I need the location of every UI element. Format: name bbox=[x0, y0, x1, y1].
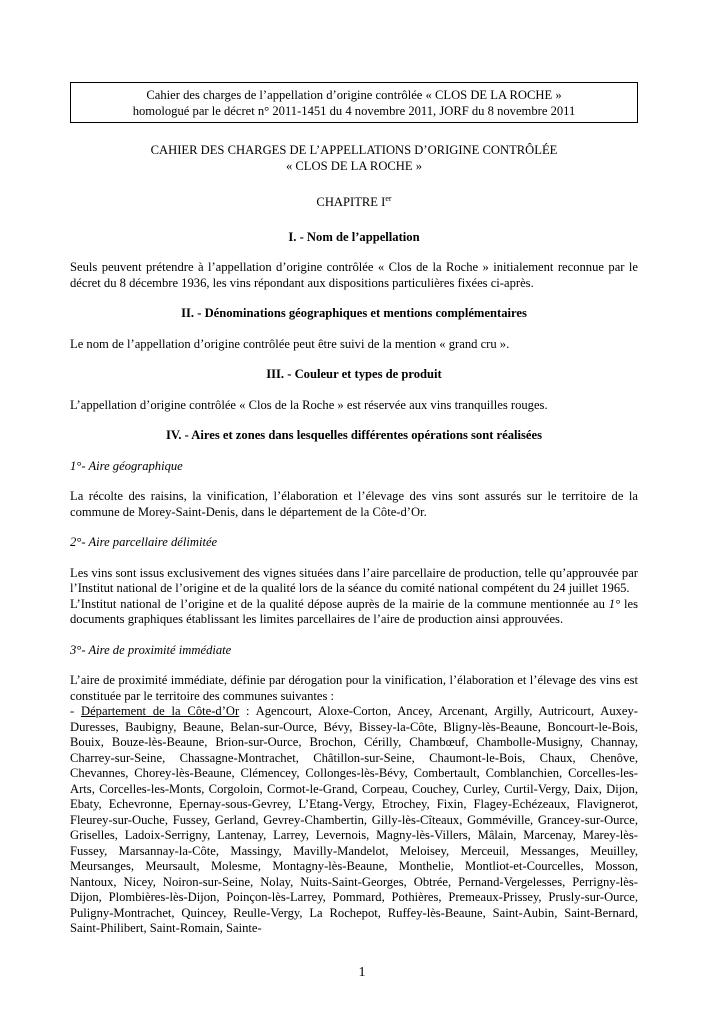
header-box bbox=[70, 82, 638, 123]
subsection-4-3-text: L’aire de proximité immédiate, définie par dérogation pour la vinification, l’élaboration et l’élevage des vins est constituée par le territoire des communes suivantes : bbox=[70, 673, 638, 703]
department-prefix: - bbox=[70, 704, 81, 718]
subsection-4-2-text-2-start: L’Institut national de l’origine et de la qualité dépose auprès de la mairie de la commune mentionnée au bbox=[70, 596, 609, 611]
subsection-4-1-text: La récolte des raisins, la vinification, l’élaboration et l’élevage des vins sont assurés sur le territoire de la commune de Morey-Saint-Denis, dans le département de la Côte-d’Or. bbox=[70, 489, 638, 519]
section-4-heading: IV. - Aires et zones dans lesquelles différentes opérations sont réalisées bbox=[165, 428, 543, 442]
document-page bbox=[70, 82, 638, 937]
document-title bbox=[70, 143, 638, 174]
section-3-text: L’appellation d’origine contrôlée « Clos de la Roche » est réservée aux vins tranquilles rouges. bbox=[70, 397, 548, 412]
header-line-2: homologué par le décret n° 2011-1451 du 4 novembre 2011, JORF du 8 novembre 2011 bbox=[132, 104, 576, 118]
section-1-heading: I. - Nom de l’appellation bbox=[288, 229, 420, 244]
subsection-4-2-text-2-end: les documents graphiques établissant les limites parcellaires de l’aire de production ainsi approuvées. bbox=[70, 596, 639, 626]
subsection-4-2-text-1: Les vins sont issus exclusivement des vignes situées dans l’aire parcellaire de production, telle qu’approuvée par l’Institut national de l’origine et de la qualité lors de la séance du comité national compétent du 24 juillet 1965. bbox=[70, 565, 638, 595]
subsection-4-3-title: 3°- Aire de proximité immédiate bbox=[70, 642, 232, 657]
document-title-line-2: « CLOS DE LA ROCHE » bbox=[285, 158, 423, 173]
subsection-4-2-title: 2°- Aire parcellaire délimitée bbox=[70, 535, 218, 549]
department-name: Département de la Côte-d’Or bbox=[81, 704, 240, 718]
section-1-text: Seuls peuvent prétendre à l’appellation d’origine contrôlée « Clos de la Roche » initialement reconnue par le décret du 8 décembre 1936, les vins répondant aux dispositions particulières fixées ci-après. bbox=[70, 260, 638, 290]
page-number: 1 bbox=[358, 965, 366, 980]
section-2-heading: II. - Dénominations géographiques et mentions complémentaires bbox=[181, 306, 527, 320]
chapter-heading bbox=[70, 195, 638, 211]
document-title-line-1: CAHIER DES CHARGES DE L’APPELLATIONS D’ORIGINE CONTRÔLÉE bbox=[150, 143, 558, 157]
section-2-text: Le nom de l’appellation d’origine contrôlée peut être suivi de la mention « grand cru ». bbox=[70, 336, 510, 351]
subsection-4-3-communes bbox=[70, 704, 638, 937]
chapter-label: CHAPITRE I bbox=[316, 195, 386, 209]
header-line-1: Cahier des charges de l’appellation d’origine contrôlée « CLOS DE LA ROCHE » bbox=[146, 88, 562, 102]
subsection-4-1-title: 1°- Aire géographique bbox=[70, 458, 183, 473]
chapter-superscript: er bbox=[385, 194, 392, 203]
subsection-4-2-text-2 bbox=[70, 597, 638, 628]
communes-list: : Agencourt, Aloxe-Corton, Ancey, Arcenant, Argilly, Autricourt, Auxey-Duresses, Baubigny, Beaune, Belan-sur-Ource, Bévy, Bissey-la-Côte, Bligny-lès-Beaune, Boncourt-le-Bois, Bouix, Bouze-lès-Beaune, Brion-sur-Ource, Brochon, Cérilly, Chambœuf, Chambolle-Musigny, Channay, Charrey-sur-Seine, Chassagne-Montrachet, Châtillon-sur-Seine, Chaumont-le-Bois, Chaux, Chenôve, Chevannes, Chorey-lès-Beaune, Clémencey, Collonges-lès-Bévy, Combertault, Comblanchien, Corcelles-les-Arts, Corcelles-les-Monts, Corgoloin, Cormot-le-Grand, Corpeau, Couchey, Curley, Curtil-Vergy, Daix, Dijon, Ebaty, Echevronne, Epernay-sous-Gevrey, L’Etang-Vergy, Etrochey, Fixin, Flagey-Echézeaux, Flavignerot, Fleurey-sur-Ouche, Fussey, Gerland, Gevrey-Chambertin, Gilly-lès-Cîteaux, Gomméville, Grancey-sur-Ource, Griselles, Ladoix-Serrigny, Lantenay, Larrey, Levernois, Magny-lès-Villers, Mâlain, Marcenay, Marey-lès-Fussey, Marsannay-la-Côte, Massingy, Mavilly-Mandelot, Meloisey, Merceuil, Messanges, Meuilley, Meursanges, Meursault, Molesme, Montagny-lès-Beaune, Monthelie, Montliot-et-Courcelles, Mosson, Nantoux, Nicey, Noiron-sur-Seine, Nolay, Nuits-Saint-Georges, Obtrée, Pernand-Vergelesses, Perrigny-lès-Dijon, Plombières-lès-Dijon, Poinçon-lès-Larrey, Pommard, Pothières, Premeaux-Prissey, Prusly-sur-Ource, Puligny-Montrachet, Quincey, Reulle-Vergy, La Rochepot, Ruffey-lès-Beaune, Saint-Aubin, Saint-Bernard, Saint-Philibert, Saint-Romain, Sainte- bbox=[70, 704, 638, 935]
section-3-heading: III. - Couleur et types de produit bbox=[266, 367, 442, 381]
subsection-4-2-reference: 1° bbox=[608, 596, 621, 611]
